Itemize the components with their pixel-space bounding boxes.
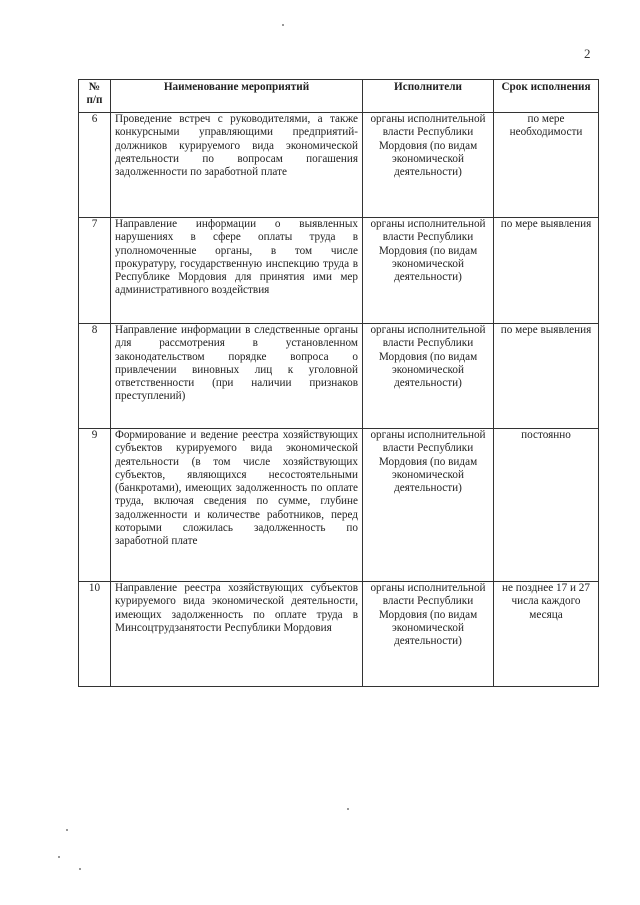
measure-name: Проведение встреч с руководителями, а также конкурсными управляющими предприятий-должников курируемого вида экономической деятельности по вопросам погашения задолженности по заработной плате bbox=[111, 113, 363, 218]
measure-term: по мере необходимости bbox=[494, 113, 599, 218]
measure-name: Направление информации о выявленных нарушениях в сфере оплаты труда в уполномоченные органы, в том числе прокуратуру, государственную инспекцию труда в Республике Мордовия для принятия ими мер административного воздействия bbox=[111, 218, 363, 324]
measure-term: по мере выявления bbox=[494, 324, 599, 429]
scan-speck bbox=[79, 868, 81, 870]
row-number: 6 bbox=[79, 113, 111, 218]
row-number: 8 bbox=[79, 324, 111, 429]
measure-name: Формирование и ведение реестра хозяйствующих субъектов курируемого вида экономической деятельности (в том числе хозяйствующих субъектов, являющихся несостоятельными (банкротами), имеющих задолженность по оплате труда, включая сведения по сумме, глубине задолженности и количестве работников, перед которыми сложилась задолженность по заработной плате bbox=[111, 429, 363, 582]
table-row bbox=[79, 324, 599, 429]
header-name: Наименование мероприятий bbox=[111, 80, 363, 113]
measures-table bbox=[78, 79, 599, 687]
row-number: 9 bbox=[79, 429, 111, 582]
table-row bbox=[79, 582, 599, 687]
scan-speck bbox=[282, 24, 284, 26]
measure-executors: органы исполнительной власти Республики Мордовия (по видам экономической деятельности) bbox=[363, 582, 494, 687]
page-number: 2 bbox=[584, 46, 591, 61]
row-number: 10 bbox=[79, 582, 111, 687]
measure-executors: органы исполнительной власти Республики Мордовия (по видам экономической деятельности) bbox=[363, 113, 494, 218]
measure-executors: органы исполнительной власти Республики Мордовия (по видам экономической деятельности) bbox=[363, 429, 494, 582]
table-row bbox=[79, 113, 599, 218]
header-num: № п/п bbox=[79, 80, 111, 113]
measure-executors: органы исполнительной власти Республики Мордовия (по видам экономической деятельности) bbox=[363, 324, 494, 429]
header-executors: Исполнители bbox=[363, 80, 494, 113]
header-term: Срок исполнения bbox=[494, 80, 599, 113]
scan-speck bbox=[66, 829, 68, 831]
measure-name: Направление информации в следственные органы для рассмотрения в установленном законодательством порядке вопроса о привлечении виновных лиц к уголовной ответственности (при наличии признаков преступлений) bbox=[111, 324, 363, 429]
scan-speck bbox=[347, 808, 349, 810]
measure-term: по мере выявления bbox=[494, 218, 599, 324]
measure-term: постоянно bbox=[494, 429, 599, 582]
measure-executors: органы исполнительной власти Республики Мордовия (по видам экономической деятельности) bbox=[363, 218, 494, 324]
scan-speck bbox=[58, 856, 60, 858]
row-number: 7 bbox=[79, 218, 111, 324]
measure-term: не позднее 17 и 27 числа каждого месяца bbox=[494, 582, 599, 687]
table-row bbox=[79, 218, 599, 324]
measure-name: Направление реестра хозяйствующих субъектов курируемого вида экономической деятельности, имеющих задолженность по оплате труда в Минсоцтрудзанятости Республики Мордовия bbox=[111, 582, 363, 687]
table-row bbox=[79, 429, 599, 582]
table-header-row bbox=[79, 80, 599, 113]
